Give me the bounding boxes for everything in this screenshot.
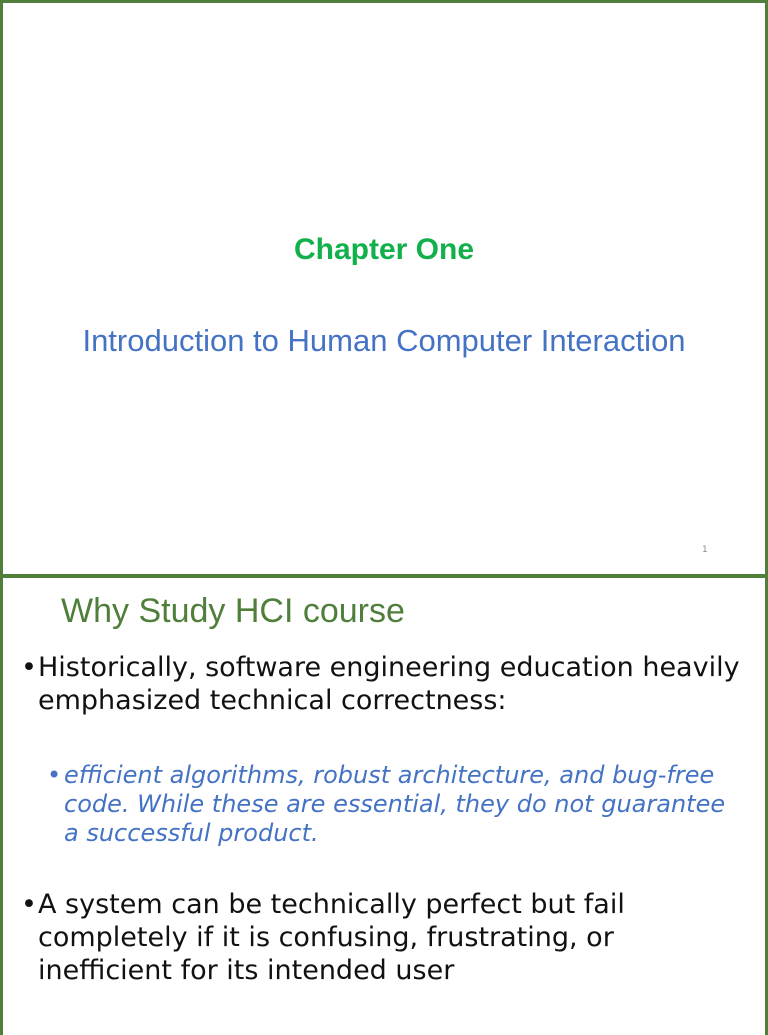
sub-bullet-text: efficient algorithms, robust architecture, and bug-free code. While these are essential, they do not guarantee a successful product. (64, 761, 726, 847)
bullet-text: A system can be technically perfect but fail completely if it is confusing, frustrating, or inefficient for its intended user (38, 889, 625, 986)
sub-bullet-marker: • (47, 761, 62, 789)
bullet-marker: • (21, 652, 37, 683)
bullet-item (21, 651, 741, 717)
slide-number: 1 (702, 545, 708, 555)
bullet-text: Historically, software engineering education heavily emphasized technical correctness: (38, 652, 740, 716)
bullet-marker: • (21, 889, 37, 920)
slide-title: Why Study HCI course (61, 592, 405, 630)
chapter-title: Chapter One (293, 233, 475, 266)
content-slide (0, 575, 768, 1035)
chapter-subtitle: Introduction to Human Computer Interaction (82, 323, 686, 358)
bullet-item (21, 888, 741, 987)
sub-bullet-item (47, 761, 737, 848)
